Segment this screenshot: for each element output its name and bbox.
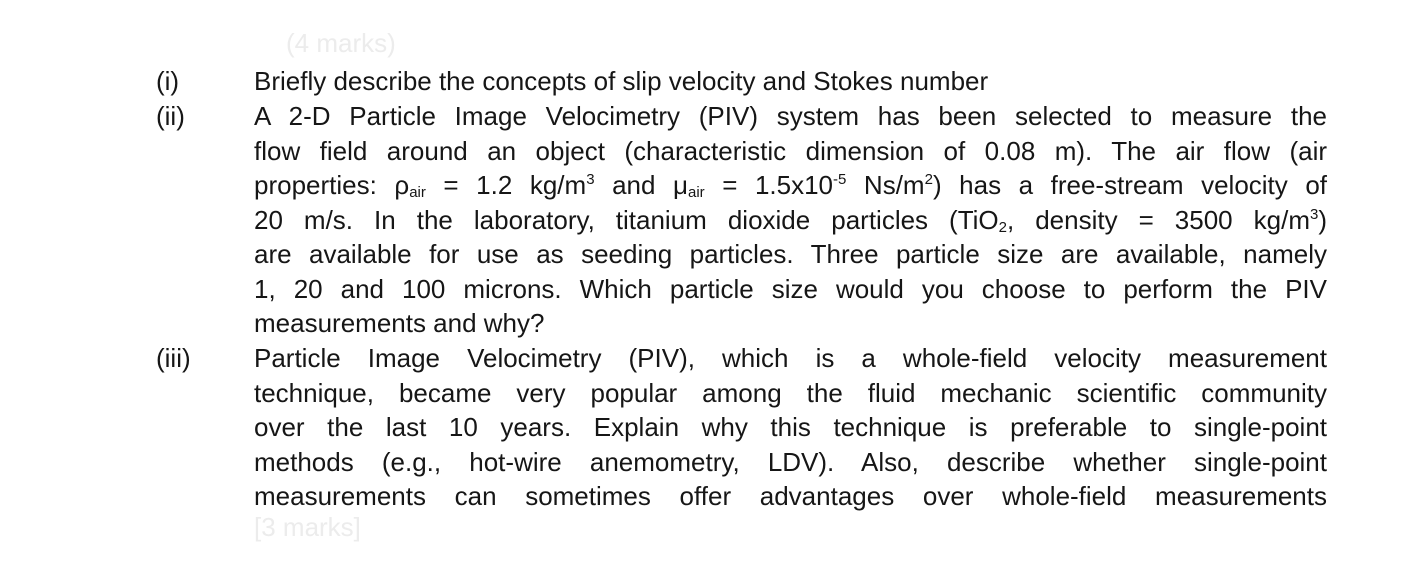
text-line: measurements and why? bbox=[254, 308, 545, 338]
text-line: measurements can sometimes offer advantages over whole-field measurements bbox=[254, 481, 1327, 511]
question-number: (i) bbox=[156, 66, 180, 96]
text-line: are available for use as seeding particles. Three particle size are available, namely bbox=[254, 239, 1327, 269]
text-line: technique, became very popular among the fluid mechanic scientific community bbox=[254, 377, 1327, 408]
text-line: Briefly describe the concepts of slip velocity and Stokes number bbox=[254, 66, 989, 96]
text-line: flow field around an object (characteristic dimension of 0.08 m). The air flow (air bbox=[254, 135, 1327, 166]
text-line: 1, 20 and 100 microns. Which particle size would you choose to perform the PIV bbox=[254, 273, 1327, 304]
question-number: (iii) bbox=[156, 343, 191, 373]
text-line: 20 m/s. In the laboratory, titanium dioxide particles (TiO$_2$, density = 3500 $kg/m^3$) bbox=[254, 204, 1327, 236]
text-line: A 2-D Particle Image Velocimetry (PIV) system has been selected to measure the bbox=[254, 101, 1327, 131]
faded-marks-header: (4 marks) bbox=[286, 28, 396, 58]
text-line: properties: $\rho_{air} = 1.2$ $kg/m^3$ and $\mu_{air} = 1.5x10^{-5}$ $Ns/m^2$) has a free-stream velocity of bbox=[254, 170, 1328, 201]
question-number: (ii) bbox=[156, 101, 185, 131]
text-line: methods (e.g., hot-wire anemometry, LDV). Also, describe whether single-point bbox=[254, 446, 1327, 477]
faded-marks-footer: [3 marks] bbox=[254, 512, 361, 542]
question-text bbox=[254, 64, 1327, 99]
question-text bbox=[254, 341, 1327, 514]
question-text bbox=[254, 99, 1327, 341]
text-line: over the last 10 years. Explain why this technique is preferable to single-point bbox=[254, 412, 1327, 442]
text-line: Particle Image Velocimetry (PIV), which is a whole-field velocity measurement bbox=[254, 343, 1327, 373]
